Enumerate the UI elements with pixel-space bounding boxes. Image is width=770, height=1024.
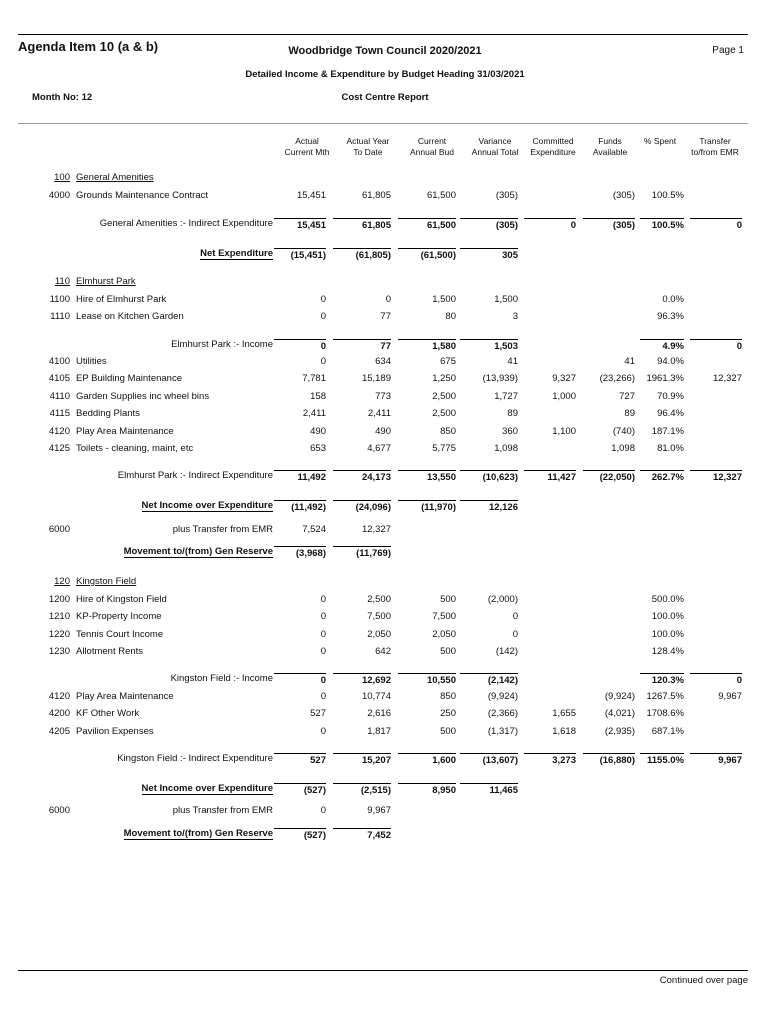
cell-1: 61,805: [333, 218, 391, 231]
cell-2: 500: [440, 594, 456, 605]
cell-0: 0: [320, 356, 326, 367]
cell-0: (3,968): [274, 546, 326, 559]
row-code: 6000: [48, 805, 70, 816]
page-number: Page 1: [712, 45, 744, 56]
cell-6: 187.1%: [651, 426, 684, 437]
row-description: Kingston Field: [76, 576, 137, 587]
cell-6: 81.0%: [657, 443, 684, 454]
row-description: Net Income over Expenditure: [141, 783, 273, 794]
row-code: 120: [54, 576, 70, 587]
cell-5: 727: [619, 391, 635, 402]
cell-6: 100.0%: [651, 611, 684, 622]
row-description: Toilets - cleaning, maint, etc: [76, 443, 194, 454]
row-description: General Amenities: [76, 172, 154, 183]
cell-3: (305): [495, 190, 518, 201]
cell-7: 0: [690, 673, 742, 686]
cell-5: 89: [624, 408, 635, 419]
cell-0: 653: [310, 443, 326, 454]
cell-2: 8,950: [398, 783, 456, 796]
cell-0: 0: [320, 691, 326, 702]
cell-2: (61,500): [398, 248, 456, 261]
cell-4: 11,427: [524, 470, 576, 483]
cell-1: 24,173: [333, 470, 391, 483]
cell-3: (142): [495, 646, 518, 657]
cell-6: 120.3%: [640, 673, 684, 686]
total-row: [0, 470, 770, 484]
column-header-0: Actual Current Mth: [284, 136, 330, 157]
cell-1: 15,189: [361, 373, 391, 384]
row-code: 1210: [48, 611, 70, 622]
row-code: 1200: [48, 594, 70, 605]
header-rule: [18, 123, 748, 124]
column-header-5: Funds Available: [592, 136, 628, 157]
cell-1: 7,500: [367, 611, 391, 622]
row-code: 110: [54, 276, 70, 287]
row-code: 1230: [48, 646, 70, 657]
cell-2: 10,550: [398, 673, 456, 686]
transfer-row: [0, 524, 770, 538]
cell-0: 490: [310, 426, 326, 437]
row-code: 1100: [49, 294, 70, 305]
cell-5: (305): [612, 190, 635, 201]
cell-1: 15,207: [333, 753, 391, 766]
cell-0: 0: [274, 673, 326, 686]
cell-4: 0: [524, 218, 576, 231]
row-description: Utilities: [76, 356, 107, 367]
cell-2: 500: [440, 646, 456, 657]
net-row: [0, 500, 770, 514]
net-row: [0, 783, 770, 797]
cell-0: 0: [320, 311, 326, 322]
cell-6: 96.4%: [657, 408, 684, 419]
top-rule: [18, 34, 748, 35]
column-header-1: Actual Year To Date: [346, 136, 390, 157]
cell-0: 7,524: [302, 524, 326, 535]
cell-1: 642: [375, 646, 391, 657]
row-code: 4100: [48, 356, 70, 367]
cell-2: 80: [445, 311, 456, 322]
row-description: KP-Property Income: [76, 611, 162, 622]
cell-0: 0: [320, 805, 326, 816]
row-description: Play Area Maintenance: [76, 426, 174, 437]
cell-6: 687.1%: [651, 726, 684, 737]
cell-1: 2,050: [367, 629, 391, 640]
cell-0: 0: [320, 611, 326, 622]
cell-7: 12,327: [690, 470, 742, 483]
continued-note: Continued over page: [659, 975, 748, 986]
table-row: [0, 726, 770, 740]
cell-0: 0: [320, 726, 326, 737]
table-row: [0, 294, 770, 308]
cell-3: 0: [512, 629, 518, 640]
cell-2: 1,250: [432, 373, 456, 384]
table-row: [0, 190, 770, 204]
cell-3: (13,607): [460, 753, 518, 766]
row-description: Net Income over Expenditure: [141, 500, 273, 511]
cell-7: 0: [690, 339, 742, 352]
row-description: Hire of Elmhurst Park: [76, 294, 167, 305]
cell-0: 0: [320, 629, 326, 640]
cell-3: 41: [507, 356, 518, 367]
cell-1: 4,677: [367, 443, 391, 454]
cell-6: 262.7%: [640, 470, 684, 483]
row-description: General Amenities :- Indirect Expenditure: [99, 218, 273, 229]
cell-1: (11,769): [333, 546, 391, 559]
row-code: 4120: [48, 691, 70, 702]
cell-4: 3,273: [524, 753, 576, 766]
cell-1: 773: [375, 391, 391, 402]
row-code: 1220: [48, 629, 70, 640]
row-description: Elmhurst Park :- Income: [171, 339, 273, 350]
total-row: [0, 673, 770, 687]
cell-4: 9,327: [552, 373, 576, 384]
row-description: Lease on Kitchen Garden: [76, 311, 184, 322]
cell-0: 11,492: [274, 470, 326, 483]
cell-0: 15,451: [274, 218, 326, 231]
cell-1: (61,805): [333, 248, 391, 261]
cell-6: 1708.6%: [646, 708, 684, 719]
cell-0: 15,451: [296, 190, 326, 201]
cell-1: (24,096): [333, 500, 391, 513]
total-row: [0, 339, 770, 353]
cell-1: 7,452: [333, 828, 391, 841]
row-code: 4115: [49, 408, 70, 419]
cost-centre-heading: [0, 276, 770, 290]
cell-5: (740): [612, 426, 635, 437]
cell-3: (2,000): [487, 594, 518, 605]
cell-3: (10,623): [460, 470, 518, 483]
cost-centre-heading: [0, 576, 770, 590]
total-row: [0, 753, 770, 767]
cost-centre-heading: [0, 172, 770, 186]
table-row: [0, 708, 770, 722]
report-subtitle: Detailed Income & Expenditure by Budget Heading 31/03/2021: [245, 69, 525, 80]
cell-7: 0: [690, 218, 742, 231]
cell-3: 1,500: [494, 294, 518, 305]
cell-1: 2,616: [367, 708, 391, 719]
cell-3: (2,142): [460, 673, 518, 686]
cell-0: (527): [274, 783, 326, 796]
cell-2: 850: [440, 691, 456, 702]
cell-3: 11,465: [460, 783, 518, 796]
row-code: 4205: [48, 726, 70, 737]
cell-1: 2,500: [367, 594, 391, 605]
cell-4: 1,000: [552, 391, 576, 402]
column-header-3: Variance Annual Total: [471, 136, 519, 157]
table-row: [0, 443, 770, 457]
table-row: [0, 391, 770, 405]
cell-3: (305): [460, 218, 518, 231]
cell-5: (22,050): [583, 470, 635, 483]
cell-7: 9,967: [718, 691, 742, 702]
row-description: Kingston Field :- Indirect Expenditure: [117, 753, 273, 764]
cell-6: 500.0%: [651, 594, 684, 605]
cell-3: (1,317): [487, 726, 518, 737]
table-row: [0, 691, 770, 705]
cell-3: 360: [502, 426, 518, 437]
cell-2: 850: [440, 426, 456, 437]
transfer-row: [0, 805, 770, 819]
cell-6: 128.4%: [651, 646, 684, 657]
table-row: [0, 594, 770, 608]
cell-6: 1155.0%: [640, 753, 684, 766]
cell-1: 12,327: [361, 524, 391, 535]
row-description: Movement to/(from) Gen Reserve: [123, 546, 273, 557]
cell-6: 100.5%: [651, 190, 684, 201]
cell-2: 2,500: [432, 408, 456, 419]
month-number: Month No: 12: [32, 92, 93, 103]
report-title: Woodbridge Town Council 2020/2021: [288, 45, 482, 57]
cell-0: 0: [320, 594, 326, 605]
row-description: Hire of Kingston Field: [76, 594, 167, 605]
cell-5: (2,935): [604, 726, 635, 737]
table-row: [0, 311, 770, 325]
cell-1: 77: [333, 339, 391, 352]
row-code: 4125: [48, 443, 70, 454]
cell-0: 527: [310, 708, 326, 719]
cell-1: 634: [375, 356, 391, 367]
row-description: Grounds Maintenance Contract: [76, 190, 209, 201]
row-description: Net Expenditure: [200, 248, 273, 259]
cell-2: 500: [440, 726, 456, 737]
column-header-6: % Spent: [643, 136, 677, 146]
row-description: Bedding Plants: [76, 408, 140, 419]
row-description: Movement to/(from) Gen Reserve: [123, 828, 273, 839]
cell-3: 3: [512, 311, 518, 322]
cell-1: 9,967: [367, 805, 391, 816]
row-code: 4105: [48, 373, 70, 384]
cell-2: 13,550: [398, 470, 456, 483]
cell-3: 1,727: [494, 391, 518, 402]
cell-1: 0: [385, 294, 391, 305]
row-description: Pavilion Expenses: [76, 726, 154, 737]
cell-0: (15,451): [274, 248, 326, 261]
cell-5: 1,098: [611, 443, 635, 454]
move-row: [0, 828, 770, 842]
cell-2: 2,500: [432, 391, 456, 402]
row-description: Tennis Court Income: [76, 629, 164, 640]
cell-5: (4,021): [604, 708, 635, 719]
cell-2: 61,500: [426, 190, 456, 201]
table-row: [0, 646, 770, 660]
cell-1: 77: [380, 311, 391, 322]
cell-6: 1267.5%: [646, 691, 684, 702]
net-row: [0, 248, 770, 262]
cell-5: (23,266): [599, 373, 635, 384]
cell-0: 0: [274, 339, 326, 352]
row-description: plus Transfer from EMR: [172, 524, 273, 535]
cell-2: 1,600: [398, 753, 456, 766]
column-header-4: Committed Expenditure: [530, 136, 576, 157]
cell-5: (305): [583, 218, 635, 231]
cell-6: 70.9%: [657, 391, 684, 402]
cell-3: 12,126: [460, 500, 518, 513]
cell-2: 1,580: [398, 339, 456, 352]
cell-1: 61,805: [361, 190, 391, 201]
row-code: 4000: [48, 190, 70, 201]
cell-3: 0: [512, 611, 518, 622]
cell-3: 1,098: [494, 443, 518, 454]
row-code: 100: [54, 172, 70, 183]
cell-1: 1,817: [367, 726, 391, 737]
row-description: Kingston Field :- Income: [170, 673, 273, 684]
table-row: [0, 426, 770, 440]
move-row: [0, 546, 770, 560]
row-code: 6000: [48, 524, 70, 535]
cell-2: (11,970): [398, 500, 456, 513]
row-description: KF Other Work: [76, 708, 140, 719]
cell-4: 1,618: [552, 726, 576, 737]
cell-6: 0.0%: [662, 294, 684, 305]
cell-1: 12,692: [333, 673, 391, 686]
cell-3: 305: [460, 248, 518, 261]
cell-5: (16,880): [583, 753, 635, 766]
table-row: [0, 356, 770, 370]
cell-2: 2,050: [432, 629, 456, 640]
row-description: Garden Supplies inc wheel bins: [76, 391, 210, 402]
cell-0: (527): [274, 828, 326, 841]
column-header-7: Transfer to/from EMR: [691, 136, 739, 157]
table-row: [0, 373, 770, 387]
cell-2: 7,500: [432, 611, 456, 622]
cell-2: 675: [440, 356, 456, 367]
bottom-rule: [18, 970, 748, 971]
cell-0: 158: [310, 391, 326, 402]
cell-3: (2,366): [487, 708, 518, 719]
cell-4: 1,100: [552, 426, 576, 437]
cell-0: 2,411: [302, 408, 326, 419]
cell-6: 96.3%: [657, 311, 684, 322]
row-description: EP Building Maintenance: [76, 373, 182, 384]
cell-0: 7,781: [302, 373, 326, 384]
cell-1: (2,515): [333, 783, 391, 796]
cell-6: 94.0%: [657, 356, 684, 367]
cell-6: 100.0%: [651, 629, 684, 640]
cost-centre-report-label: Cost Centre Report: [341, 92, 429, 103]
cell-2: 250: [440, 708, 456, 719]
cell-3: 1,503: [460, 339, 518, 352]
cell-0: 0: [320, 646, 326, 657]
cell-7: 9,967: [690, 753, 742, 766]
row-description: Elmhurst Park :- Indirect Expenditure: [117, 470, 273, 481]
cell-3: (13,939): [482, 373, 518, 384]
cell-1: 490: [375, 426, 391, 437]
cell-4: 1,655: [552, 708, 576, 719]
cell-2: 61,500: [398, 218, 456, 231]
cell-5: (9,924): [604, 691, 635, 702]
agenda-item-label: Agenda Item 10 (a & b): [18, 39, 159, 54]
total-row: [0, 218, 770, 232]
cell-3: (9,924): [487, 691, 518, 702]
row-description: Allotment Rents: [76, 646, 144, 657]
row-code: 4200: [48, 708, 70, 719]
cell-5: 41: [624, 356, 635, 367]
cell-0: 527: [274, 753, 326, 766]
row-code: 1110: [50, 311, 70, 322]
row-description: plus Transfer from EMR: [172, 805, 273, 816]
row-code: 4110: [49, 391, 70, 402]
cell-6: 4.9%: [640, 339, 684, 352]
cell-2: 1,500: [432, 294, 456, 305]
cell-2: 5,775: [432, 443, 456, 454]
column-header-2: Current Annual Bud: [410, 136, 454, 157]
cell-6: 100.5%: [640, 218, 684, 231]
cell-3: 89: [507, 408, 518, 419]
row-description: Elmhurst Park: [76, 276, 136, 287]
cell-6: 1961.3%: [646, 373, 684, 384]
table-row: [0, 408, 770, 422]
cell-1: 2,411: [367, 408, 391, 419]
row-description: Play Area Maintenance: [76, 691, 174, 702]
row-code: 4120: [48, 426, 70, 437]
cell-0: 0: [320, 294, 326, 305]
cell-7: 12,327: [712, 373, 742, 384]
cell-0: (11,492): [274, 500, 326, 513]
table-row: [0, 611, 770, 625]
cell-1: 10,774: [361, 691, 391, 702]
table-row: [0, 629, 770, 643]
